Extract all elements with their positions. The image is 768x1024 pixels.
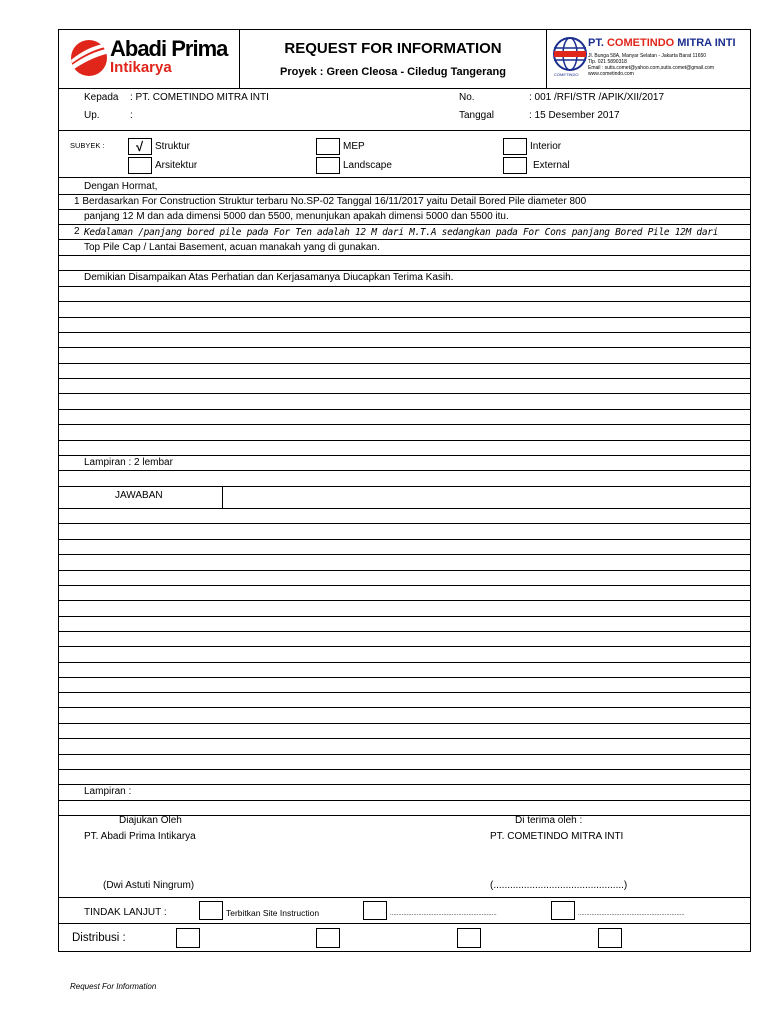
abadi-prima-logo xyxy=(66,36,234,82)
rule-line xyxy=(58,754,751,755)
header-divider-left xyxy=(239,29,240,88)
mep-checkbox[interactable] xyxy=(316,138,340,155)
subject-bottom-line xyxy=(58,177,751,178)
arsitektur-label: Arsitektur xyxy=(155,160,198,171)
signature-bottom-line xyxy=(58,897,751,898)
interior-label: Interior xyxy=(530,141,562,152)
received-by-label: Di terima oleh : xyxy=(515,815,583,826)
rule-line xyxy=(58,554,751,555)
header-bottom-line xyxy=(58,88,751,89)
abadi-prima-logo-icon xyxy=(68,38,112,78)
rule-line xyxy=(58,424,751,425)
company-suffix: MITRA INTI xyxy=(677,37,736,49)
body-line-3-number: 2 xyxy=(74,226,80,237)
company-phone: Tlp. 021 5890318 xyxy=(588,59,627,65)
landscape-label: Landscape xyxy=(343,160,392,171)
cometindo-logo xyxy=(550,34,750,86)
distribution-label: Distribusi : xyxy=(72,932,126,944)
logo-main-text: Abadi Prima xyxy=(110,36,228,61)
info-bottom-line xyxy=(58,130,751,131)
followup-dots-2: ................................................................ xyxy=(578,911,685,917)
distribution-box-1[interactable] xyxy=(176,928,200,948)
rule-line xyxy=(58,317,751,318)
rule-line xyxy=(58,784,751,785)
rule-line xyxy=(58,301,751,302)
site-instruction-checkbox[interactable] xyxy=(199,901,223,920)
rule-line xyxy=(58,440,751,441)
no-value: : 001 /RFI/STR /APIK/XII/2017 xyxy=(529,92,665,103)
rule-line xyxy=(58,286,751,287)
company-prefix: PT. xyxy=(588,37,604,49)
globe-icon xyxy=(552,36,588,72)
rule-line xyxy=(58,378,751,379)
rule-line xyxy=(58,209,751,210)
rule-line xyxy=(58,332,751,333)
rule-line xyxy=(58,723,751,724)
rule-line xyxy=(58,470,751,471)
rule-line xyxy=(58,409,751,410)
arsitektur-checkbox[interactable] xyxy=(128,157,152,174)
submitted-company: PT. Abadi Prima Intikarya xyxy=(84,831,196,842)
closing-text: Demikian Disampaikan Atas Perhatian dan Kerjasamanya Diucapkan Terima Kasih. xyxy=(84,272,454,283)
rule-line xyxy=(58,631,751,632)
received-name: (...............................................) xyxy=(490,880,628,891)
rule-line xyxy=(58,585,751,586)
kepada-value: : PT. COMETINDO MITRA INTI xyxy=(130,92,269,103)
received-company: PT. COMETINDO MITRA INTI xyxy=(490,831,624,842)
rule-line xyxy=(58,224,751,225)
body-line-2: panjang 12 M dan ada dimensi 5000 dan 5500, menunjukan apakah dimensi 5000 dan 5500 itu. xyxy=(84,211,509,222)
jawaban-divider xyxy=(222,486,223,508)
greeting-text: Dengan Hormat, xyxy=(84,181,158,192)
external-label: External xyxy=(533,160,570,171)
lampiran-1: Lampiran : 2 lembar xyxy=(84,457,173,468)
rule-line xyxy=(58,646,751,647)
company-name xyxy=(588,37,736,49)
kepada-label: Kepada xyxy=(84,92,119,103)
rule-line xyxy=(58,194,751,195)
rule-line xyxy=(58,662,751,663)
body-line-3-handwritten: Kedalaman /panjang bored pile pada For Ten adalah 12 M dari M.T.A sedangkan pada For Cons panjang Bored Pile 12M dari xyxy=(84,227,719,238)
company-address: Jl. Bunga 58A, Manyar Selatan - Jakarta Barat 11650 xyxy=(588,53,707,59)
rule-line xyxy=(58,239,751,240)
distribution-box-2[interactable] xyxy=(316,928,340,948)
check-mark-icon: √ xyxy=(136,139,144,154)
rule-line xyxy=(58,270,751,271)
subject-label: SUBYEK : xyxy=(70,141,105,150)
followup-checkbox-2[interactable] xyxy=(363,901,387,920)
landscape-checkbox[interactable] xyxy=(316,157,340,174)
no-label: No. xyxy=(459,92,475,103)
project-name: Proyek : Green Cleosa - Ciledug Tangerang xyxy=(280,66,506,78)
rule-line xyxy=(58,800,751,801)
body-line-1: 1 Berdasarkan For Construction Struktur terbaru No.SP-02 Tanggal 16/11/2017 yaitu Detail Bored Pile diameter 800 xyxy=(74,196,587,207)
jawaban-label: JAWABAN xyxy=(115,490,163,501)
up-label: Up. xyxy=(84,110,100,121)
rule-line xyxy=(58,347,751,348)
followup-bottom-line xyxy=(58,923,751,924)
footer-text: Request For Information xyxy=(70,982,157,991)
rule-line xyxy=(58,616,751,617)
lampiran-2: Lampiran : xyxy=(84,786,132,797)
logo-sub-text: Intikarya xyxy=(110,59,172,76)
external-checkbox[interactable] xyxy=(503,157,527,174)
company-web: www.cometindo.com xyxy=(588,71,634,77)
rule-line xyxy=(58,523,751,524)
tanggal-label: Tanggal xyxy=(459,110,495,121)
rule-line xyxy=(58,692,751,693)
followup-label: TINDAK LANJUT : xyxy=(84,907,167,918)
rule-line xyxy=(58,769,751,770)
jawaban-bottom-line xyxy=(58,508,751,509)
rule-line xyxy=(58,539,751,540)
distribution-box-4[interactable] xyxy=(598,928,622,948)
header-divider-right xyxy=(546,29,547,88)
body-line-4: Top Pile Cap / Lantai Basement, acuan manakah yang di gunakan. xyxy=(84,242,380,253)
submitted-by-label: Diajukan Oleh xyxy=(119,815,182,826)
struktur-checkbox[interactable] xyxy=(128,138,152,155)
company-highlight: COMETINDO xyxy=(606,37,675,49)
up-value: : xyxy=(130,110,133,121)
rule-line xyxy=(58,363,751,364)
rule-line xyxy=(58,600,751,601)
form-title: REQUEST FOR INFORMATION xyxy=(284,40,502,57)
submitted-name: (Dwi Astuti Ningrum) xyxy=(103,880,195,891)
rule-line xyxy=(58,570,751,571)
rule-line xyxy=(58,677,751,678)
site-instruction-label: Terbitkan Site Instruction xyxy=(226,908,320,918)
rule-line xyxy=(58,707,751,708)
tanggal-value: : 15 Desember 2017 xyxy=(529,110,620,121)
company-logo-text: COMETINDO xyxy=(554,72,579,77)
rule-line xyxy=(58,455,751,456)
rule-line xyxy=(58,393,751,394)
rule-line xyxy=(58,738,751,739)
rule-line xyxy=(58,255,751,256)
followup-checkbox-3[interactable] xyxy=(551,901,575,920)
followup-dots-1: ................................................................ xyxy=(390,911,497,917)
jawaban-top-line xyxy=(58,486,751,487)
struktur-label: Struktur xyxy=(155,141,191,152)
mep-label: MEP xyxy=(343,141,365,152)
company-email: Email : sutis.comet@yahoo.com,sutis.comet@gmail.com xyxy=(588,65,715,71)
distribution-box-3[interactable] xyxy=(457,928,481,948)
interior-checkbox[interactable] xyxy=(503,138,527,155)
